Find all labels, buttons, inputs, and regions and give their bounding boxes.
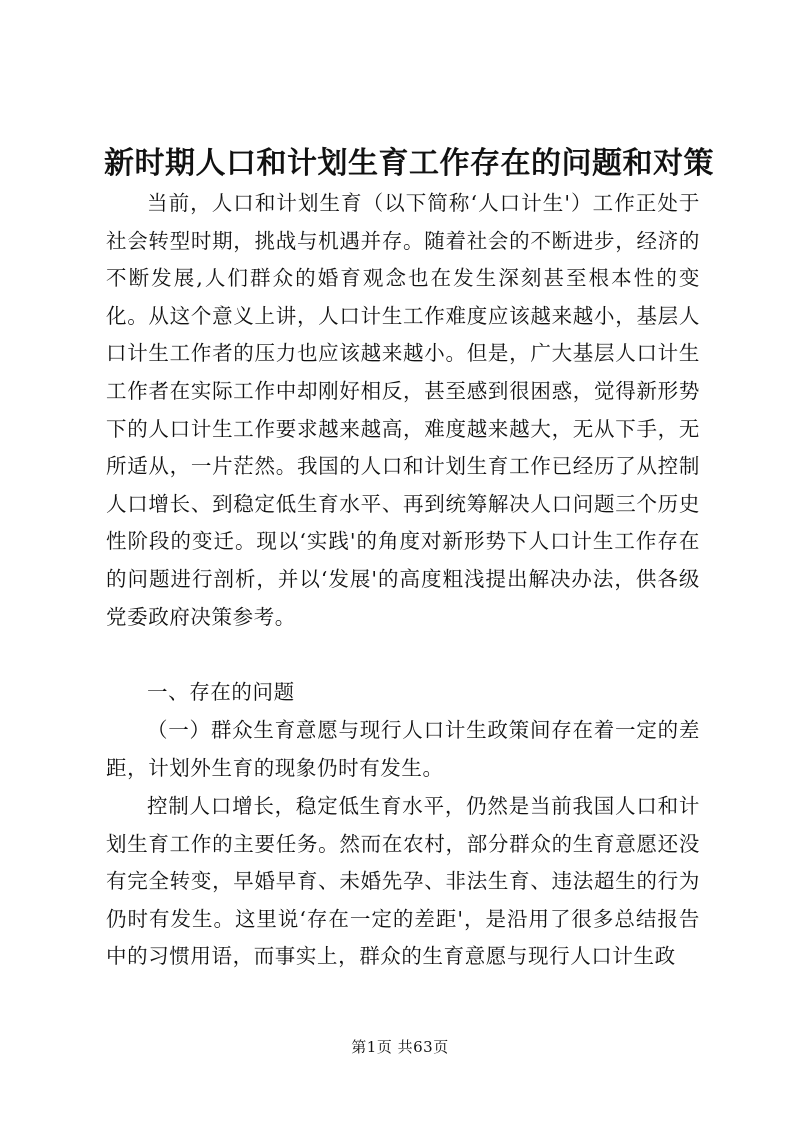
intro-paragraph: 当前，人口和计划生育（以下简称‘人口计生'）工作正处于社会转型时期，挑战与机遇并存。随着社会的不断进步，经济的不断发展,人们群众的婚育观念也在发生深刻甚至根本性的变化。从这个意义上讲，人口计生工作难度应该越来越小，基层人口计生工作者的压力也应该越来越小。但是，广大基层人口计生工作者在实际工作中却刚好相反，甚至感到很困惑，觉得新形势下的人口计生工作要求越来越高，难度越来越大，无从下手，无所适从，一片茫然。我国的人口和计划生育工作已经历了从控制人口增长、到稳定低生育水平、再到统筹解决人口问题三个历史性阶段的变迁。现以‘实践'的角度对新形势下人口计生工作存在的问题进行剖析，并以‘发展'的高度粗浅提出解决办法，供各级党委政府决策参考。 (106, 191, 700, 629)
document-title: 新时期人口和计划生育工作存在的问题和对策 (104, 146, 714, 181)
section-heading: 一、存在的问题 (147, 680, 295, 704)
subsection-heading: （一）群众生育意愿与现行人口计生政策间存在着一定的差距，计划外生育的现象仍时有发生。 (106, 718, 700, 780)
body-paragraph: 控制人口增长，稳定低生育水平，仍然是当前我国人口和计划生育工作的主要任务。然而在农村，部分群众的生育意愿还没有完全转变，早婚早育、未婚先孕、非法生育、违法超生的行为仍时有发生。这里说‘存在一定的差距'，是沿用了很多总结报告中的习惯用语，而事实上，群众的生育意愿与现行人口计生政 (106, 794, 700, 969)
page-number-footer: 第1页 共63页 (351, 1038, 449, 1056)
